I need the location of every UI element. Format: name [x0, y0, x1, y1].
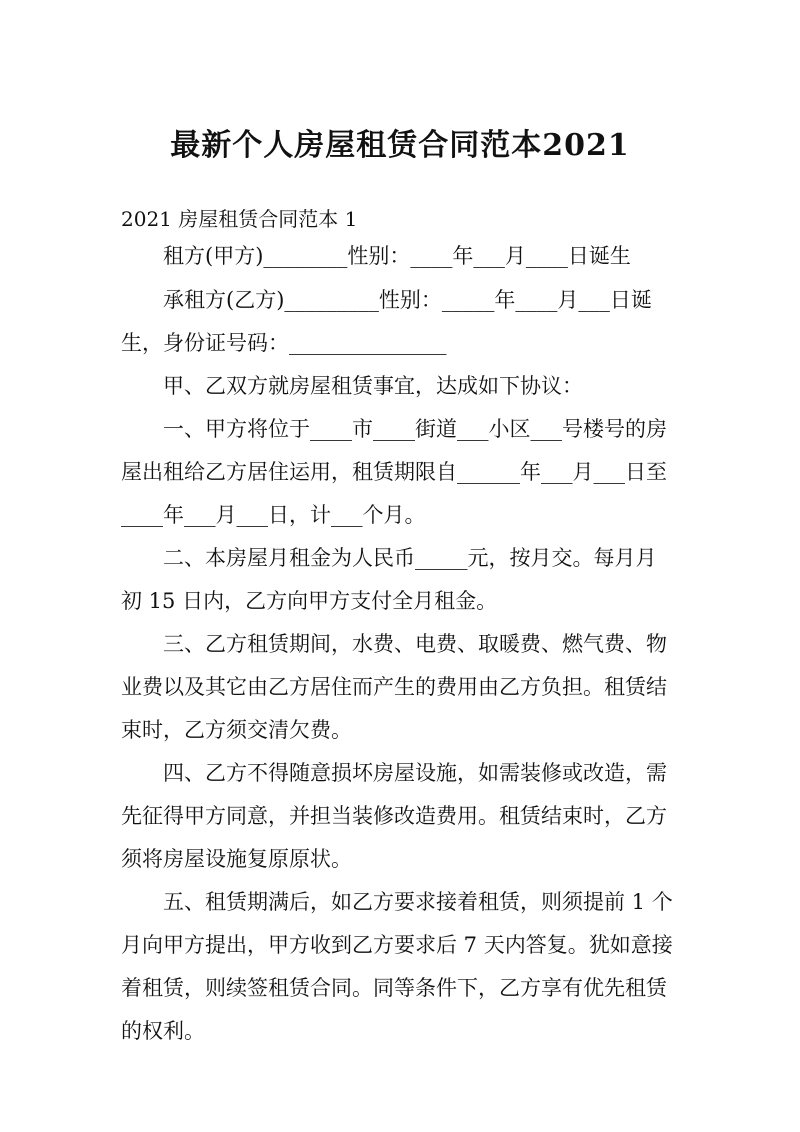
clause-3-line-1: 三、乙方租赁期间，水费、电费、取暖费、燃气费、物 [163, 632, 667, 656]
clause-lessee-line: 承租方(乙方)_________性别：_____年____月___日诞 [163, 288, 652, 312]
clause-1-line-1: 一、甲方将位于____市____街道___小区___号楼号的房 [163, 417, 667, 441]
clause-4-line-3: 须将房屋设施复原原状。 [121, 847, 352, 871]
clause-2-line-1: 二、本房屋月租金为人民币_____元，按月交。每月月 [163, 546, 657, 570]
document-title: 最新个人房屋租赁合同范本2021 [170, 128, 630, 163]
clause-5-line-1: 五、租赁期满后，如乙方要求接着租赁，则须提前 1 个 [163, 890, 673, 914]
clause-1-line-2: 屋出租给乙方居住运用，租赁期限自______年___月___日至 [121, 460, 667, 484]
clause-4-line-2: 先征得甲方同意，并担当装修改造费用。租赁结束时，乙方 [121, 804, 667, 828]
clause-3-line-3: 束时，乙方须交清欠费。 [121, 718, 352, 742]
clause-1-line-3: ____年___月___日，计___个月。 [121, 503, 426, 527]
clause-5-line-2: 月向甲方提出，甲方收到乙方要求后 7 天内答复。犹如意接 [121, 933, 673, 957]
agreement-intro: 甲、乙双方就房屋租赁事宜，达成如下协议： [163, 374, 583, 398]
clause-4-line-1: 四、乙方不得随意损坏房屋设施，如需装修或改造，需 [163, 761, 667, 785]
clause-2-line-2: 初 15 日内，乙方向甲方支付全月租金。 [121, 589, 498, 613]
clause-lessee-id-line: 生，身份证号码：_______________ [121, 331, 447, 355]
clause-lessor-line: 租方(甲方)________性别：____年___月____日诞生 [163, 244, 631, 268]
clause-5-line-3: 着租赁，则续签租赁合同。同等条件下，乙方享有优先租赁 [121, 976, 667, 1000]
document-subtitle: 2021 房屋租赁合同范本 1 [121, 207, 358, 231]
clause-5-line-4: 的权利。 [121, 1019, 205, 1043]
clause-3-line-2: 业费以及其它由乙方居住而产生的费用由乙方负担。租赁结 [121, 675, 667, 699]
